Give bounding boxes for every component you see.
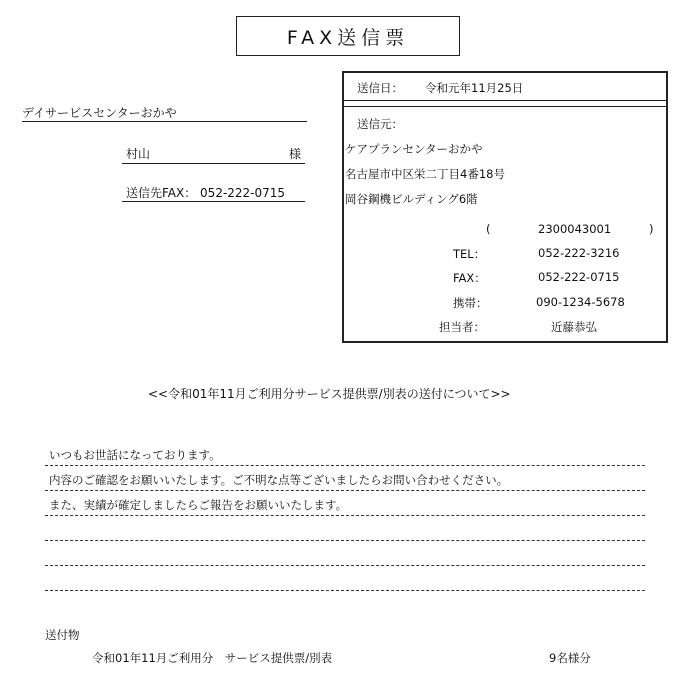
message-line-2: 内容のご確認をお願いいたします。ご不明な点等ございましたらお問い合わせください。 [49,473,509,487]
fax-label: FAX： [453,271,486,285]
sender-address-line2: 岡谷鋼機ビルディング6階 [345,192,478,206]
ruled-line-3 [45,515,645,516]
enclosure-count: 9名様分 [549,651,591,665]
staff-value: 近藤恭弘 [551,320,597,334]
ruled-line-6 [45,590,645,591]
send-date-label: 送信日： [357,81,403,95]
mobile-value: 090-1234-5678 [536,295,625,309]
tel-value: 052-222-3216 [538,246,620,260]
date-divider-top [344,100,666,101]
sender-address-line1: 名古屋市中区栄二丁目4番18号 [345,167,505,181]
page-title: FAX送信票 [236,16,460,56]
tel-label: TEL： [453,247,486,261]
recipient-fax-underline [122,201,305,202]
recipient-honorific: 様 [289,147,302,161]
subject-line: <<令和01年11月ご利用分サービス提供票/別表の送付について>> [148,387,511,401]
recipient-fax: 送信先FAX： 052-222-0715 [126,186,286,200]
message-line-3: また、実績が確定しましたらご報告をお願いいたします。 [49,498,348,512]
recipient-org-underline [22,121,307,122]
recipient-person: 村山 [126,147,151,161]
sender-code-open-paren: ( [486,222,491,236]
fax-value: 052-222-0715 [538,270,620,284]
recipient-organization: デイサービスセンターおかや [22,106,177,120]
sender-name: ケアプランセンターおかや [345,142,483,156]
sender-code: 2300043001 [538,222,612,236]
ruled-line-5 [45,565,645,566]
recipient-person-underline [122,163,305,164]
staff-label: 担当者： [439,320,485,334]
ruled-line-2 [45,490,645,491]
mobile-label: 携帯： [453,296,488,310]
send-date-value: 令和元年11月25日 [425,81,524,95]
enclosure-label: 送付物 [45,628,80,642]
message-line-1: いつもお世話になっております。 [49,448,221,462]
sender-code-close-paren: ) [649,222,654,236]
ruled-line-1 [45,465,645,466]
date-divider-bottom [344,106,666,107]
sender-box [342,71,668,343]
enclosure-item: 令和01年11月ご利用分 サービス提供票/別表 [92,651,333,665]
ruled-line-4 [45,540,645,541]
sender-from-label: 送信元： [357,117,403,131]
